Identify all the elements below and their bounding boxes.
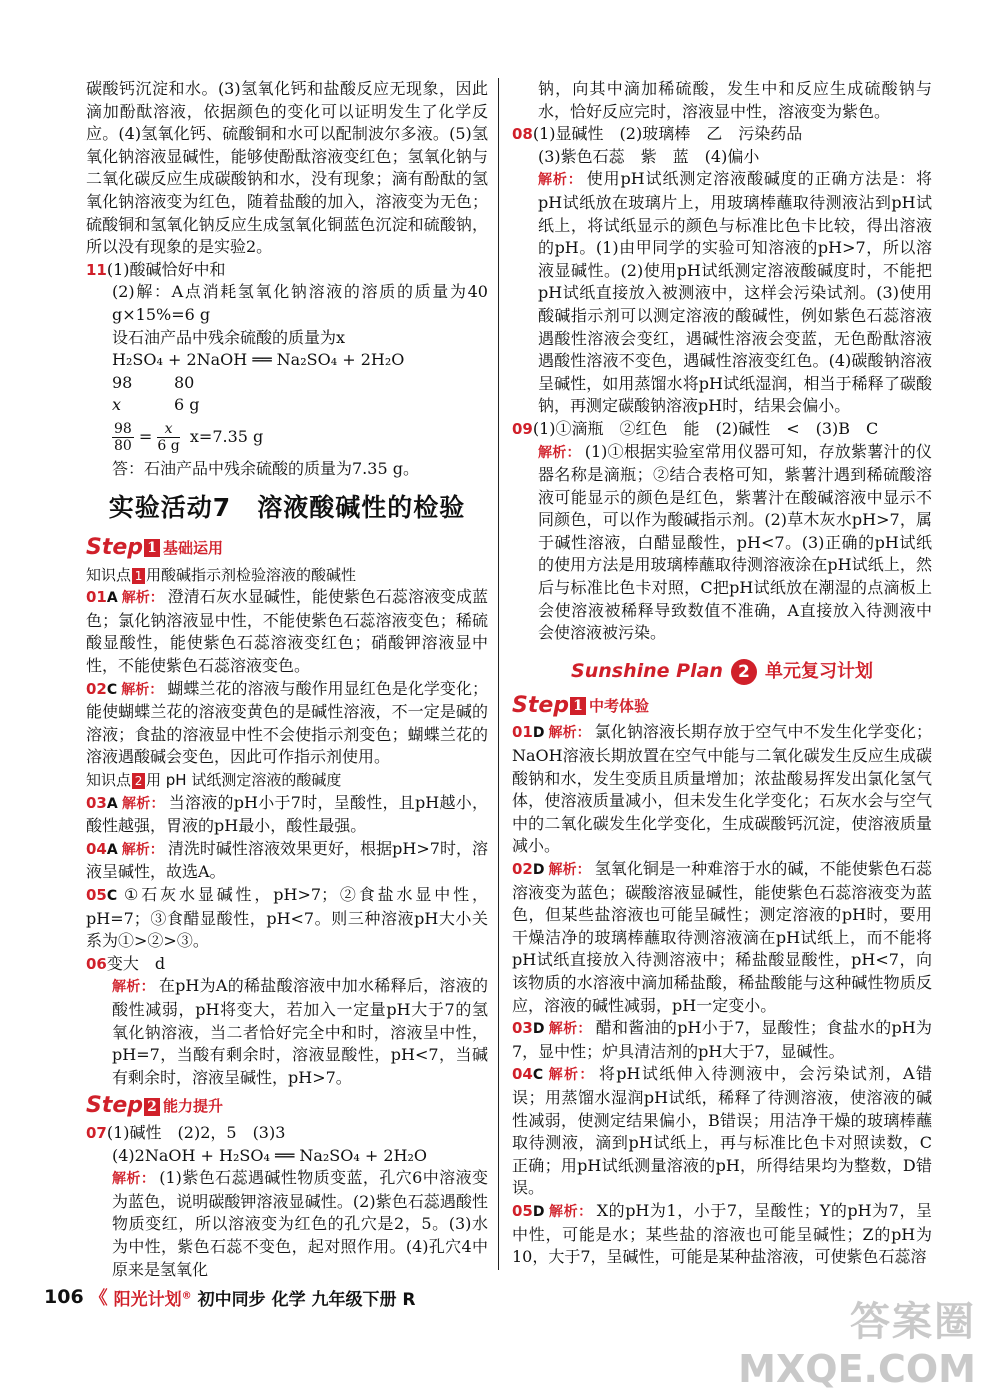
question-11: 11(1)酸碱恰好中和 (2)解：A点消耗氢氧化钠溶液的溶质的质量为40 g×15%=6 g 设石油产品中残余硫酸的质量为x H₂SO₄ + 2NaOH ══ Na₂SO₄ + 2H₂O 98 80 x 6 g $\frac{98}{80}$ = $\frac{x}{6 g}$ x=7.35 g 答：石油产品中残余硫酸的质量为7.35 g。: [86, 259, 488, 478]
exam-question-02: 02D 解析： 氢氧化铜是一种难溶于水的碱，不能使紫色石蕊溶液变为蓝色；碳酸溶液显碱性，能使紫色石蕊溶液变为蓝色，但某些盐溶液也可能呈碱性；测定溶液的pH时，要用干燥洁净的玻璃棒蘸取待测溶液滴在pH试纸上，而不能将pH试纸直接放入待测溶液中；稀盐酸显酸性，pH<7，向该物质的水溶液中滴加稀盐酸，稀盐酸能与这种碱性物质反应，溶液的碱性减弱，pH一定变小。: [512, 859, 932, 1015]
watermark: 答案圈 MXQE.COM: [738, 1299, 976, 1391]
sunshine-plan-header: Sunshine Plan 2 单元复习计划: [512, 659, 932, 685]
fraction-equation: $\frac{98}{80}$ = $\frac{x}{6 g}$ x=7.35 g: [114, 420, 264, 454]
page-number: 106: [44, 1286, 84, 1308]
question-05: 05C ①石灰水显碱性，pH>7；②食盐水显中性，pH=7；③食醋显酸性，pH<7。则三种溶液pH大小关系为①>②>③。: [86, 885, 488, 951]
step-2-header: Step 2 能力提升: [86, 1093, 224, 1119]
chemical-equation: H₂SO₄ + 2NaOH ══ Na₂SO₄ + 2H₂O: [112, 350, 405, 370]
exam-question-05: 05D 解析： X的pH为1，小于7，呈酸性；Y的pH为7，呈中性，可能是水；某些盐的溶液也可能呈碱性；Z的pH为10，大于7，呈碱性，可能是某种盐溶液，可使紫色石蕊溶: [512, 1200, 933, 1267]
chevron-left-icon: 《: [89, 1288, 108, 1309]
section-title: 实验活动7 溶液酸碱性的检验: [108, 492, 466, 522]
question-07: 07(1)碱性 (2)2，5 (3)3: [86, 1122, 286, 1142]
question-07-analysis: 解析： (1)紫色石蕊遇碱性物质变蓝，孔穴6中溶液变为蓝色，说明碳酸钾溶液显碱性。(2)紫色石蕊遇酸性物质变红，所以溶液变为红色的孔穴是2，5。(3)水为中性，紫色石蕊不变色，起对照作用。(4)孔穴4中原来是氢氧化: [112, 1168, 488, 1279]
question-08: 08(1)显碱性 (2)玻璃棒 乙 污染药品: [512, 124, 803, 144]
question-09-analysis: 解析： (1)①根据实验室常用仪器可知，存放紫薯汁的仪器名称是滴瓶；②结合表格可知，紫薯汁遇到稀硫酸溶液可能显示的颜色是红色，紫薯汁在酸碱溶液中显示不同颜色，可以作为酸碱指示剂。(2)草木灰水pH>7，属于碱性溶液，白醋显酸性，pH<7。(3)正确的pH试纸的使用方法是用玻璃棒蘸取待测溶液涂在pH试纸上，然后与标准比色卡对照，C把pH试纸放在潮湿的点滴板上会使溶液被稀释导致数值不准确，A直接放入待测液中会使溶液被污染。: [538, 441, 933, 643]
question-06: 06变大 d: [86, 953, 166, 973]
step-1-header: Step 1 基础运用: [86, 535, 224, 561]
continued-text: 碳酸钙沉淀和水。(3)氢氧化钙和盐酸反应无现象，因此滴加酚酞溶液，依据颜色的变化可以证明发生了化学反应。(4)氢氧化钙、硫酸铜和水可以配制波尔多液。(5)氢氧化钠溶液显碱性，能够使酚酞溶液变红色；氢氧化钠与二氧化碳反应生成碳酸钠和水，没有现象；滴有酚酞的氢氧化钠溶液变为红色，随着盐酸的加入，溶液变为无色；硫酸铜和氢氧化钠反应生成氢氧化铜蓝色沉淀和硫酸钠，所以没有现象的是实验2。: [86, 79, 488, 257]
question-08-analysis: 解析： 使用pH试纸测定溶液酸碱度的正确方法是：将pH试纸放在玻璃片上，用玻璃棒蘸取待测液沾到pH试纸上，将试纸显示的颜色与标准比色卡比较，得出溶液的pH。(1)由甲同学的实验可知溶液的pH>7，所以溶液显碱性。(2)使用pH试纸测定溶液酸碱度时，不能把pH试纸直接放入被测液中，这样会污染试剂。(3)使用酸碱指示剂可以测定溶液的酸碱性，例如紫色石蕊溶液遇酸性溶液会变红，遇碱性溶液会变蓝，无色酚酞溶液遇酸性溶液不变色，遇碱性溶液变红色。(4)碳酸钠溶液呈碱性，如用蒸馏水将pH试纸湿润，相当于稀释了碳酸钠，再测定碳酸钠溶液pH时，结果会偏小。: [538, 169, 932, 416]
question-09: 09(1)①滴瓶 ②红色 能 (2)碱性 < (3)B C: [512, 418, 879, 438]
step-1-exam-header: Step 1 中考体验: [512, 692, 650, 718]
question-04: 04A 解析： 清洗时碱性溶液效果更好，根据pH>7时，溶液呈碱性，故选A。: [86, 838, 488, 882]
continued-text-right: 钠，向其中滴加稀硫酸，发生中和反应生成硫酸钠与水，恰好反应完时，溶液显中性，溶液变为紫色。: [538, 79, 932, 121]
knowledge-point-1: 知识点 1 用酸碱指示剂检验溶液的酸碱性: [86, 565, 357, 584]
question-01: 01A 解析： 澄清石灰水显碱性，能使紫色石蕊溶液变成蓝色；氯化钠溶液显中性，不能使紫色石蕊溶液变色；稀硫酸显酸性，能使紫色石蕊溶液变红色；硝酸钾溶液显中性，不能使紫色石蕊溶液变色。: [86, 587, 488, 676]
exam-question-04: 04C 解析： 将pH试纸伸入待测液中，会污染试剂，A错误；用蒸馏水湿润pH试纸，稀释了待测溶液，使溶液的碱性减弱，使测定结果偏小，B错误；用洁净干燥的玻璃棒蘸取待测液，滴到pH试纸上，再与标准比色卡对照读数，C正确；用pH试纸测量溶液的pH，所得结果均为整数，D错误。: [512, 1064, 932, 1198]
exam-question-03: 03D 解析： 醋和酱油的pH小于7，显酸性；食盐水的pH为7，显中性；炉具清洁剂的pH大于7，显碱性。: [512, 1018, 933, 1061]
left-column: 碳酸钙沉淀和水。(3)氢氧化钙和盐酸反应无现象，因此滴加酚酞溶液，依据颜色的变化可以证明发生了化学反应。(4)氢氧化钙、硫酸铜和水可以配制波尔多液。(5)氢氧化钠溶液显碱性，能够使酚酞溶液变红色；氢氧化钠与二氧化碳反应生成碳酸钠和水，没有现象；滴有酚酞的氢氧化钠溶液变为红色，随着盐酸的加入，溶液变为无色；硫酸铜和氢氧化钠反应生成氢氧化铜蓝色沉淀和硫酸钠，所以没有现象的是实验2。 11(1)酸碱恰好中和 (2)解：A点消耗氢氧化钠溶液的溶质的质量为40 g×15%=6 g 设石油产品中残余硫酸的质量为x H₂SO₄ + 2NaOH ══ Na₂SO₄ + 2H₂O 98 80 x 6 g $\frac{98}{80}$ = $\frac{x}{6 g}$ x=7.35 g 答：石油产品中残余硫酸的质量为7.35 g。 实验活动7 溶液酸碱性的检验 Step 1 基础运用 知识点 1 用酸碱指示剂检验溶液的酸碱性 01A 解析： 澄清石灰水显碱性，能使紫色石蕊溶液变成蓝色；氯化钠溶液显中性，不能使紫色石蕊溶液变色；稀硫酸显酸性，能使紫色石蕊溶液变红色；硝酸钾溶液显中性，不能使紫色石蕊溶液变色。 02C 解析： 蝴蝶兰花的溶液与酸作用显红色是化学变化；能使蝴蝶兰花的溶液变黄色的是碱性溶液，不一定是碱的溶液；食盐的溶液显中性不会使指示剂变色；蝴蝶兰花的溶液遇酸碱会变色，因此可作指示剂使用。 知识点 2 用 pH 试纸测定溶液的酸碱度 03A 解析： 当溶液的pH小于7时，呈酸性，且pH越小，酸性越强，胃液的pH最小，酸性最强。 04A 解析： 清洗时碱性溶液效果更好，根据pH>7时，溶液呈碱性，故选A。 05C ①石灰水显碱性，pH>7；②食盐水显中性，pH=7；③食醋显酸性，pH<7。则三种溶液pH大小关系为①>②>③。 06变大 d 解析： 在pH为A的稀盐酸溶液中加水稀释后，溶液的酸性减弱，pH将变大，若加入一定量pH大于7的氢氧化钠溶液，当二者恰好完全中和时，溶液呈中性，pH=7，当酸有剩余时，溶液显酸性，pH<7，当碱有剩余时，溶液呈碱性，pH>7。 Step 2 能力提升 07(1)碱性 (2)2，5 (3)3 (4)2NaOH + H₂SO₄ ══ Na₂SO₄ + 2H₂O 解析： (1)紫色石蕊遇碱性物质变蓝，孔穴6中溶液变为蓝色，说明碳酸钾溶液显碱性。(2)紫色石蕊遇酸性物质变红，所以溶液变为红色的孔穴是2，5。(3)水为中性，紫色石蕊不变色，起对照作用。(4)孔穴4中原来是氢氧化: [86, 78, 488, 1281]
question-02: 02C 解析： 蝴蝶兰花的溶液与酸作用显红色是化学变化；能使蝴蝶兰花的溶液变黄色的是碱性溶液，不一定是碱的溶液；食盐的溶液显中性不会使指示剂变色；蝴蝶兰花的溶液遇酸碱会变色，因此可作指示剂使用。: [86, 678, 488, 767]
page-footer: [44, 1284, 416, 1310]
right-column: 钠，向其中滴加稀硫酸，发生中和反应生成硫酸钠与水，恰好反应完时，溶液显中性，溶液变为紫色。 08(1)显碱性 (2)玻璃棒 乙 污染药品 (3)紫色石蕊 紫 蓝 (4)偏小 解析： 使用pH试纸测定溶液酸碱度的正确方法是：将pH试纸放在玻璃片上，用玻璃棒蘸取待测液沾到pH试纸上，将试纸显示的颜色与标准比色卡比较，得出溶液的pH。(1)由甲同学的实验可知溶液的pH>7，所以溶液显碱性。(2)使用pH试纸测定溶液酸碱度时，不能把pH试纸直接放入被测液中，这样会污染试剂。(3)使用酸碱指示剂可以测定溶液的酸碱性，例如紫色石蕊溶液遇酸性溶液会变红，遇碱性溶液会变蓝，无色酚酞溶液遇酸性溶液不变色，遇碱性溶液变红色。(4)碳酸钠溶液呈碱性，如用蒸馏水将pH试纸湿润，相当于稀释了碳酸钠，再测定碳酸钠溶液pH时，结果会偏小。 09(1)①滴瓶 ②红色 能 (2)碱性 < (3)B C 解析： (1)①根据实验室常用仪器可知，存放紫薯汁的仪器名称是滴瓶；②结合表格可知，紫薯汁遇到稀硫酸溶液可能显示的颜色是红色，紫薯汁在酸碱溶液中显示不同颜色，可以作为酸碱指示剂。(2)草木灰水pH>7，属于碱性溶液，白醋显酸性，pH<7。(3)正确的pH试纸的使用方法是用玻璃棒蘸取待测溶液涂在pH试纸上，然后与标准比色卡对照，C把pH试纸放在潮湿的点滴板上会使溶液被稀释导致数值不准确，A直接放入待测液中会使溶液被污染。 Sunshine Plan 2 单元复习计划 Step 1 中考体验 01D 解析： 氯化钠溶液长期存放于空气中不发生化学变化；NaOH溶液长期放置在空气中能与二氧化碳发生反应生成碳酸钠和水，发生变质且质量增加；浓盐酸易挥发出氯化氢气体，使溶液质量减小，但未发生化学变化；石灰水会与空气中的二氧化碳发生化学变化，生成碳酸钙沉淀，使溶液质量减小。 02D 解析： 氢氧化铜是一种难溶于水的碱，不能使紫色石蕊溶液变为蓝色；碳酸溶液显碱性，能使紫色石蕊溶液变为蓝色，但某些盐溶液也可能呈碱性；测定溶液的pH时，要用干燥洁净的玻璃棒蘸取待测溶液滴在pH试纸上，而不能将pH试纸直接放入待测溶液中；稀盐酸显酸性，pH<7，向该物质的水溶液中滴加稀盐酸，稀盐酸能与这种碱性物质反应，溶液的碱性减弱，pH一定变小。 03D 解析： 醋和酱油的pH小于7，显酸性；食盐水的pH为7，显中性；炉具清洁剂的pH大于7，显碱性。 04C 解析： 将pH试纸伸入待测液中，会污染试剂，A错误；用蒸馏水湿润pH试纸，稀释了待测溶液，使溶液的碱性减弱，使测定结果偏小，B错误；用洁净干燥的玻璃棒蘸取待测液，滴到pH试纸上，再与标准比色卡对照读数，C正确；用pH试纸测量溶液的pH，所得结果均为整数，D错误。 05D 解析： X的pH为1，小于7，呈酸性；Y的pH为7，呈中性，可能是水；某些盐的溶液也可能呈碱性；Z的pH为10，大于7，呈碱性，可能是某种盐溶液，可使紫色石蕊溶: [512, 78, 932, 1269]
exam-question-01: 01D 解析： 氯化钠溶液长期存放于空气中不发生化学变化；NaOH溶液长期放置在空气中能与二氧化碳发生反应生成碳酸钠和水，发生变质且质量增加；浓盐酸易挥发出氯化氢气体，使溶液质量减小，但未发生化学变化；石灰水会与空气中的二氧化碳发生化学变化，生成碳酸钙沉淀，使溶液质量减小。: [512, 722, 932, 856]
question-03: 03A 解析： 当溶液的pH小于7时，呈酸性，且pH越小，酸性越强，胃液的pH最小，酸性最强。: [86, 792, 489, 836]
book-info: 初中同步 化学 九年级下册 R: [197, 1289, 416, 1310]
brand-name: 阳光计划®: [113, 1289, 192, 1310]
question-06-analysis: 解析： 在pH为A的稀盐酸溶液中加水稀释后，溶液的酸性减弱，pH将变大，若加入一定量pH大于7的氢氧化钠溶液，当二者恰好完全中和时，溶液呈中性，pH=7，当酸有剩余时，溶液显酸性，pH<7，当碱有剩余时，溶液呈碱性，pH>7。: [112, 976, 488, 1087]
knowledge-point-2: 知识点 2 用 pH 试纸测定溶液的酸碱度: [86, 771, 342, 790]
column-divider: [498, 78, 499, 1270]
